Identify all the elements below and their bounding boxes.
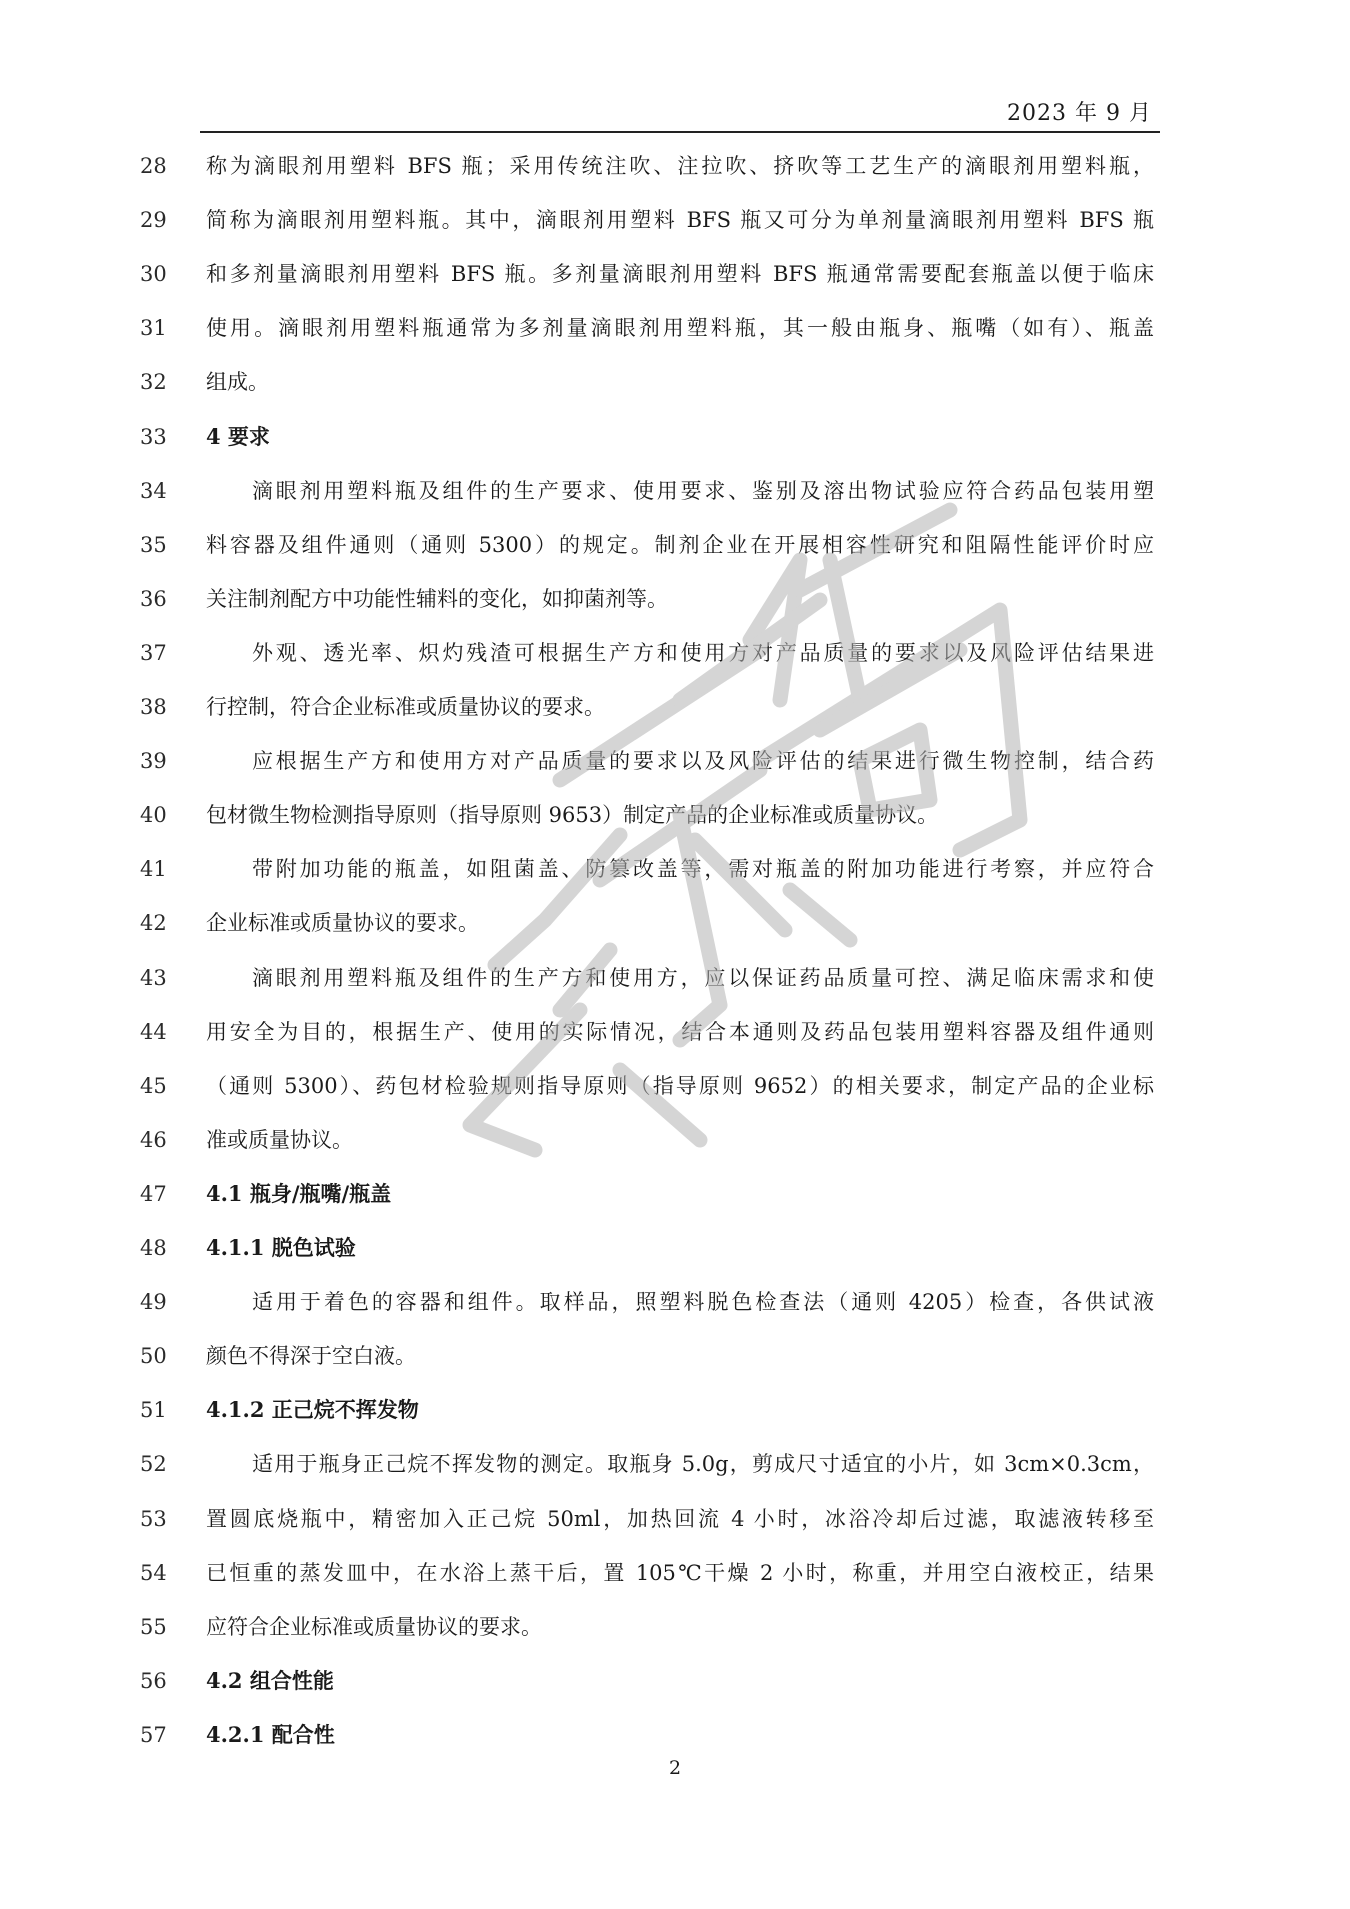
line-number: 38 <box>140 695 167 719</box>
line-number: 35 <box>140 532 167 557</box>
line-number: 51 <box>140 1398 167 1423</box>
text-line <box>0 1600 1350 1654</box>
line-text: 适用于着色的容器和组件。取样品，照塑料脱色检查法（通则 4205）检查，各供试液 <box>252 1290 1154 1315</box>
section-heading: 4 要求 <box>206 423 270 449</box>
line-number: 44 <box>140 1019 167 1044</box>
line-text: 包材微生物检测指导原则（指导原则 9653）制定产品的企业标准或质量协议。 <box>206 803 939 828</box>
line-number: 48 <box>140 1236 167 1260</box>
line-number: 53 <box>140 1506 167 1531</box>
line-text: 使用。滴眼剂用塑料瓶通常为多剂量滴眼剂用塑料瓶，其一般由瓶身、瓶嘴（如有）、瓶盖 <box>206 316 1154 341</box>
line-number: 31 <box>140 316 167 341</box>
line-number: 45 <box>140 1073 167 1098</box>
line-number: 28 <box>140 154 167 178</box>
text-line <box>0 1654 1350 1708</box>
text-line <box>0 1708 1350 1762</box>
line-number: 50 <box>140 1344 167 1369</box>
line-number: 57 <box>140 1722 167 1747</box>
line-number: 34 <box>140 478 167 503</box>
text-line <box>0 1167 1350 1221</box>
text-line <box>0 1113 1350 1167</box>
line-text: 和多剂量滴眼剂用塑料 BFS 瓶。多剂量滴眼剂用塑料 BFS 瓶通常需要配套瓶盖以便于临床 <box>206 262 1154 287</box>
text-line <box>0 1437 1350 1491</box>
line-number: 46 <box>140 1127 167 1152</box>
line-number: 49 <box>140 1290 167 1315</box>
line-text: 滴眼剂用塑料瓶及组件的生产要求、使用要求、鉴别及溶出物试验应符合药品包装用塑 <box>252 478 1154 503</box>
line-number: 56 <box>140 1668 167 1693</box>
text-line <box>0 1275 1350 1329</box>
text-line <box>0 951 1350 1005</box>
text-line <box>0 842 1350 896</box>
text-line <box>0 734 1350 788</box>
line-number: 29 <box>140 208 167 233</box>
line-text: 组成。 <box>206 370 269 395</box>
line-text: 称为滴眼剂用塑料 BFS 瓶；采用传统注吹、注拉吹、挤吹等工艺生产的滴眼剂用塑料瓶， <box>206 154 1154 178</box>
section-heading: 4.1.1 脱色试验 <box>206 1235 356 1260</box>
text-line <box>0 1329 1350 1383</box>
text-line <box>0 355 1350 409</box>
line-number: 39 <box>140 749 167 774</box>
line-text: 置圆底烧瓶中，精密加入正己烷 50ml，加热回流 4 小时，冰浴冷却后过滤，取滤液转移至 <box>206 1506 1154 1531</box>
line-number: 37 <box>140 640 167 665</box>
line-number: 32 <box>140 370 167 395</box>
text-line <box>0 464 1350 518</box>
text-line <box>0 247 1350 301</box>
text-line <box>0 1059 1350 1113</box>
line-number: 30 <box>140 262 167 287</box>
line-number: 33 <box>140 424 167 449</box>
line-text: （通则 5300）、药包材检验规则指导原则（指导原则 9652）的相关要求，制定产品的企业标 <box>206 1073 1154 1098</box>
text-line <box>0 1492 1350 1546</box>
line-text: 准或质量协议。 <box>206 1127 353 1152</box>
line-text: 关注制剂配方中功能性辅料的变化，如抑菌剂等。 <box>206 586 668 611</box>
line-text: 应符合企业标准或质量协议的要求。 <box>206 1614 542 1639</box>
line-number: 41 <box>140 857 167 882</box>
line-text: 颜色不得深于空白液。 <box>206 1344 416 1369</box>
line-number: 54 <box>140 1560 167 1585</box>
line-text: 带附加功能的瓶盖，如阻菌盖、防篡改盖等，需对瓶盖的附加功能进行考察，并应符合 <box>252 857 1154 882</box>
line-text: 行控制，符合企业标准或质量协议的要求。 <box>206 695 605 719</box>
text-line <box>0 788 1350 842</box>
line-number: 55 <box>140 1614 167 1639</box>
line-text: 已恒重的蒸发皿中，在水浴上蒸干后，置 105℃干燥 2 小时，称重，并用空白液校正，结果 <box>206 1560 1154 1585</box>
line-number: 47 <box>140 1181 167 1206</box>
section-heading: 4.1.2 正己烷不挥发物 <box>206 1397 419 1423</box>
text-line <box>0 518 1350 572</box>
page-number: 2 <box>668 1757 682 1779</box>
line-text: 料容器及组件通则（通则 5300）的规定。制剂企业在开展相容性研究和阻隔性能评价时应 <box>206 532 1154 557</box>
text-line <box>0 193 1350 247</box>
text-line <box>0 1221 1350 1275</box>
text-line <box>0 1005 1350 1059</box>
header-date: 2023 年 9 月 <box>1007 101 1152 126</box>
line-text: 滴眼剂用塑料瓶及组件的生产方和使用方，应以保证药品质量可控、满足临床需求和使 <box>252 965 1154 990</box>
text-line <box>0 1383 1350 1437</box>
text-line <box>0 626 1350 680</box>
line-number: 42 <box>140 911 167 936</box>
text-line <box>0 572 1350 626</box>
text-line <box>0 680 1350 734</box>
line-text: 简称为滴眼剂用塑料瓶。其中，滴眼剂用塑料 BFS 瓶又可分为单剂量滴眼剂用塑料 BFS 瓶 <box>206 208 1154 233</box>
line-number: 43 <box>140 965 167 990</box>
line-number: 52 <box>140 1452 167 1477</box>
text-line <box>0 896 1350 950</box>
line-text: 企业标准或质量协议的要求。 <box>206 911 479 936</box>
section-heading: 4.1 瓶身/瓶嘴/瓶盖 <box>206 1180 392 1206</box>
line-text: 外观、透光率、炽灼残渣可根据生产方和使用方对产品质量的要求以及风险评估结果进 <box>252 640 1154 665</box>
line-number: 36 <box>140 586 167 611</box>
line-number: 40 <box>140 803 167 828</box>
text-line <box>0 139 1350 193</box>
section-heading: 4.2 组合性能 <box>206 1667 334 1693</box>
line-text: 应根据生产方和使用方对产品质量的要求以及风险评估的结果进行微生物控制，结合药 <box>252 749 1154 774</box>
text-line <box>0 301 1350 355</box>
text-line <box>0 1546 1350 1600</box>
section-heading: 4.2.1 配合性 <box>206 1721 335 1747</box>
line-text: 用安全为目的，根据生产、使用的实际情况，结合本通则及药品包装用塑料容器及组件通则 <box>206 1019 1154 1044</box>
text-line <box>0 410 1350 464</box>
line-text: 适用于瓶身正己烷不挥发物的测定。取瓶身 5.0g，剪成尺寸适宜的小片，如 3cm×0.3cm， <box>252 1452 1154 1477</box>
